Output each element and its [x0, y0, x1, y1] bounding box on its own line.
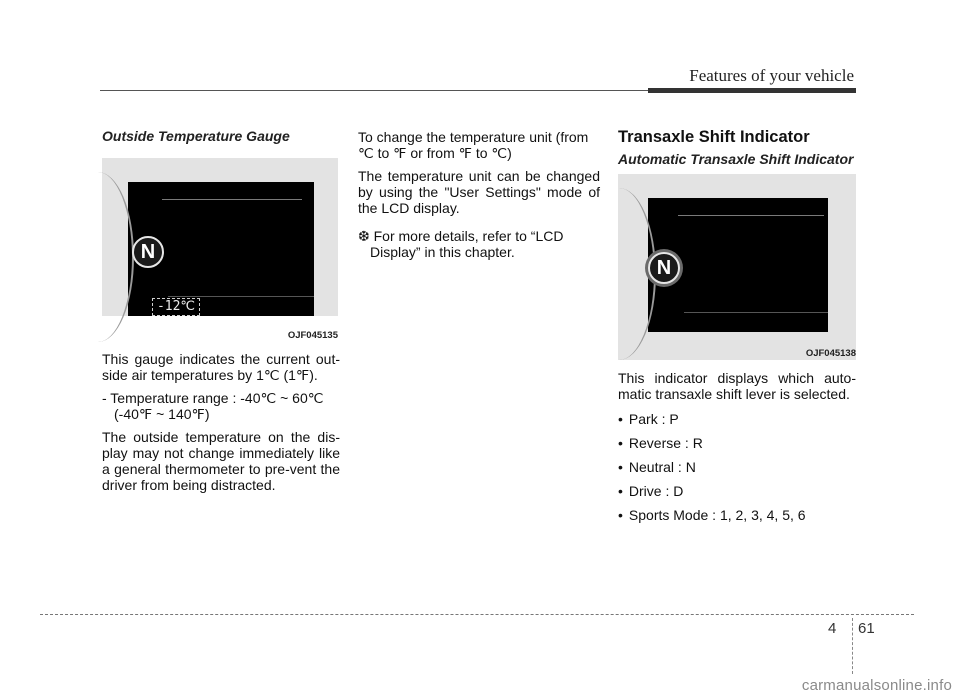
page-number: 61 [858, 620, 875, 637]
screen-divider-line-bottom [168, 296, 314, 297]
gauge-arc-decoration [582, 188, 656, 360]
paragraph-display-delay: The outside temperature on the dis-play may not change immediately like a general thermometer to pre-vent the driver from being distracted. [102, 429, 340, 493]
list-item: • Park : P [618, 411, 856, 427]
gear-position-list [618, 411, 856, 523]
screen-divider-line [678, 215, 824, 216]
subheading-automatic-shift-indicator: Automatic Transaxle Shift Indicator [618, 151, 854, 167]
list-item: • Reverse : R [618, 435, 856, 451]
paragraph-change-unit-heading: To change the temperature unit (from ℃ to ℉ or from ℉ to ℃) [358, 129, 589, 161]
screen-divider-line-bottom [684, 312, 828, 313]
watermark: carmanualsonline.info [801, 677, 952, 694]
header-accent-bar [648, 88, 856, 93]
paragraph-user-settings: The temperature unit can be changed by using the "User Settings" mode of the LCD display. [358, 168, 600, 216]
paragraph-temperature-range: - Temperature range : -40℃ ~ 60℃ [102, 390, 324, 406]
header-title: Features of your vehicle [689, 66, 854, 85]
page-number-separator [852, 618, 853, 674]
footer-rule [40, 614, 914, 615]
screen-divider-line [162, 199, 302, 200]
paragraph-shift-indicator-intro: This indicator displays which auto-matic transaxle shift lever is selected. [618, 370, 856, 402]
figure-code: OJF045135 [287, 330, 338, 341]
temperature-unit-body [358, 129, 600, 267]
gear-indicator-badge: N [648, 252, 680, 284]
paragraph-gauge-description: This gauge indicates the current out-side air temperatures by 1℃ (1℉). [102, 351, 340, 383]
note-lcd-display-reference: ❆ For more details, refer to “LCD Display” in this chapter. [358, 228, 564, 260]
figure-code: OJF045138 [805, 348, 856, 359]
section-heading-shift-indicator: Transaxle Shift Indicator [618, 128, 810, 146]
section-heading-temperature-gauge: Outside Temperature Gauge [102, 128, 290, 144]
list-item: • Drive : D [618, 483, 856, 499]
list-item: • Neutral : N [618, 459, 856, 475]
figure-temperature-gauge [102, 158, 338, 316]
chapter-number: 4 [828, 620, 837, 637]
outside-temperature-readout: -12℃ [152, 298, 200, 316]
gauge-arc-decoration [62, 172, 134, 342]
paragraph-temperature-range-fahrenheit: (-40℉ ~ 140℉) [114, 406, 210, 422]
temperature-gauge-body [102, 351, 340, 500]
list-item: • Sports Mode : 1, 2, 3, 4, 5, 6 [618, 507, 856, 523]
figure-shift-indicator [618, 174, 856, 360]
shift-indicator-body [618, 370, 856, 531]
gear-indicator-badge: N [132, 236, 164, 268]
